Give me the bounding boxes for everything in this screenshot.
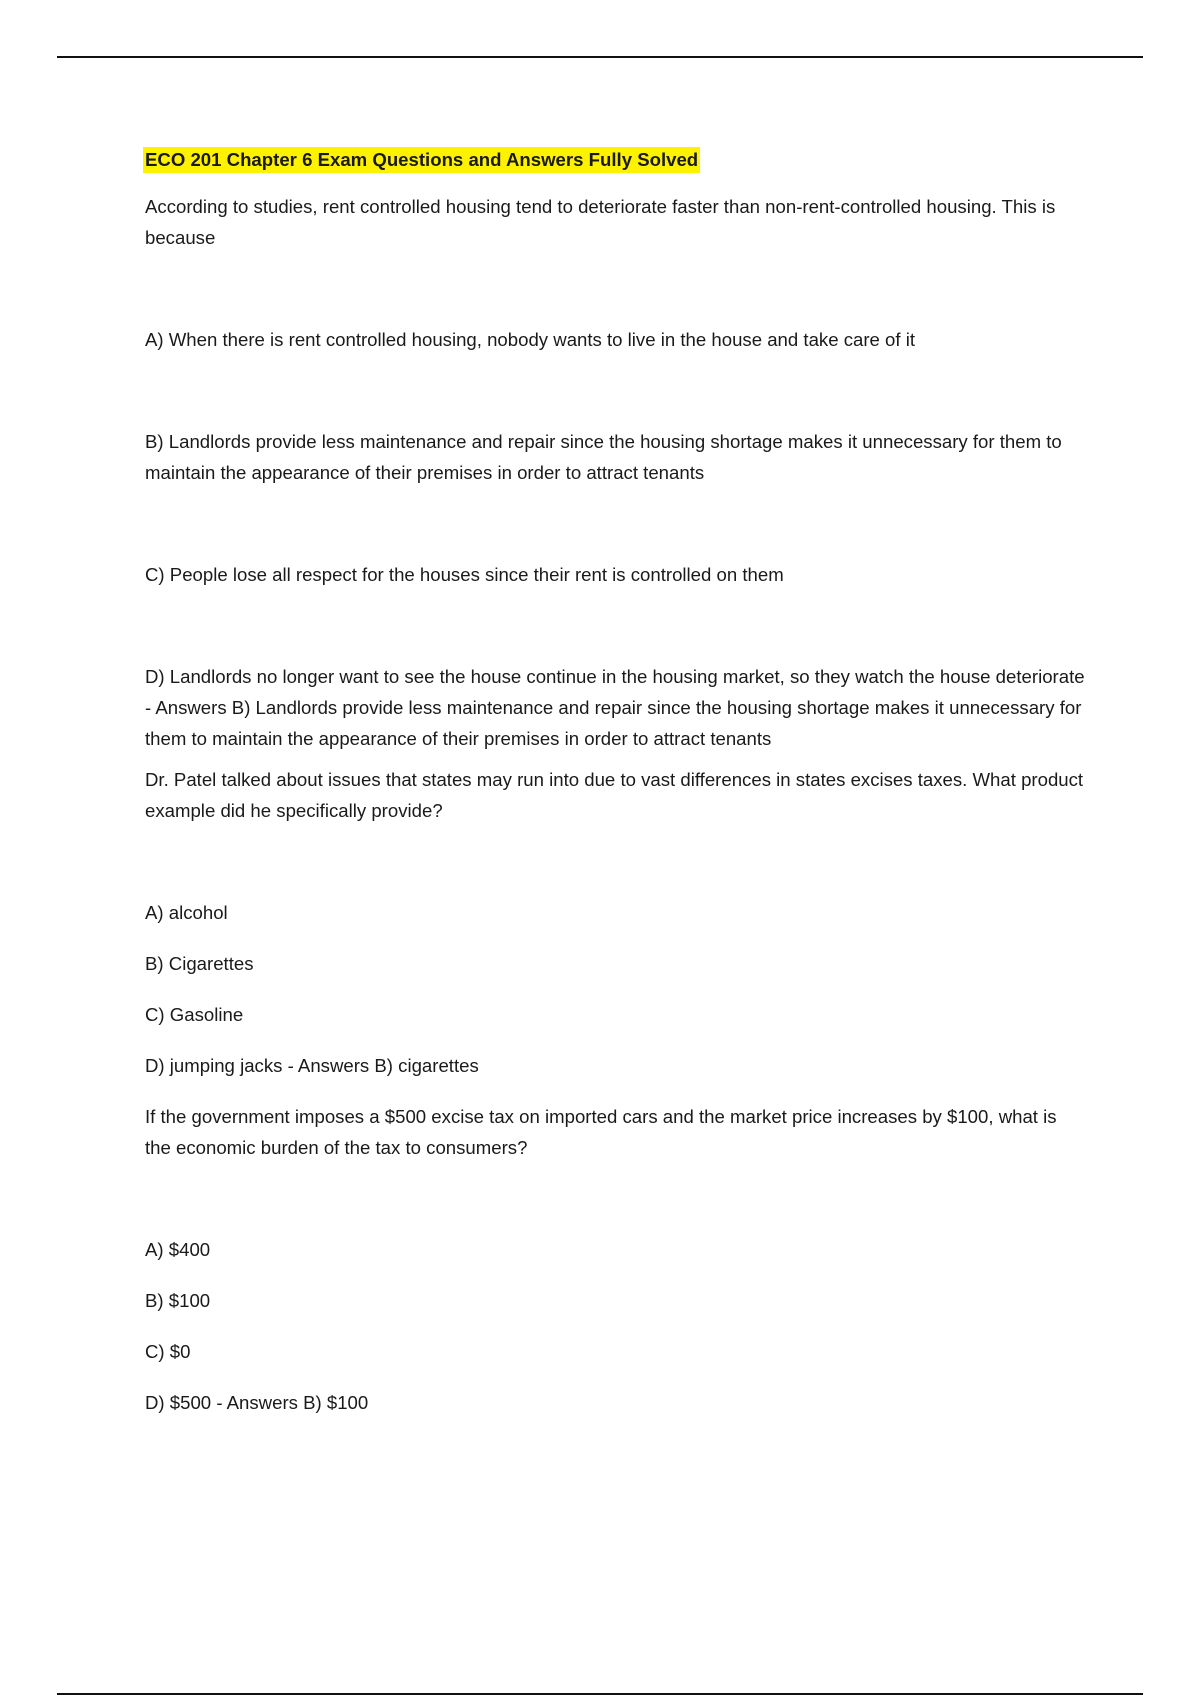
answer-option-with-answer: D) jumping jacks - Answers B) cigarettes: [145, 1055, 479, 1076]
footer-rule: [57, 1693, 1143, 1695]
answer-option-with-answer: D) $500 - Answers B) $100: [145, 1392, 369, 1413]
document-title: ECO 201 Chapter 6 Exam Questions and Answers Fully Solved: [143, 147, 700, 173]
answer-option: C) $0: [145, 1341, 191, 1362]
question-prompt: If the government imposes a $500 excise tax on imported cars and the market price increases by $100, what is the economic burden of the tax to consumers?: [145, 1106, 1057, 1158]
question-prompt: According to studies, rent controlled housing tend to deteriorate faster than non-rent-controlled housing. This is because: [145, 196, 1056, 248]
question-prompt: Dr. Patel talked about issues that states may run into due to vast differences in states excises taxes. What product example did he specifically provide?: [145, 769, 1084, 821]
answer-option: B) Landlords provide less maintenance and repair since the housing shortage makes it unnecessary for them to maintain the appearance of their premises in order to attract tenants: [145, 431, 1062, 483]
answer-option: B) Cigarettes: [145, 953, 254, 974]
answer-option: B) $100: [145, 1290, 211, 1311]
answer-option: A) alcohol: [145, 902, 228, 923]
document-body: [145, 144, 1085, 1438]
header-rule: [57, 56, 1143, 58]
title-block: [145, 144, 1085, 175]
answer-option: A) $400: [145, 1239, 211, 1260]
answer-option: C) Gasoline: [145, 1004, 244, 1025]
answer-option: C) People lose all respect for the houses since their rent is controlled on them: [145, 564, 784, 585]
answer-option: A) When there is rent controlled housing, nobody wants to live in the house and take care of it: [145, 329, 916, 350]
answer-option-with-answer: D) Landlords no longer want to see the house continue in the housing market, so they watch the house deteriorate - Answers B) Landlords provide less maintenance and repair since the housing shortage makes it unnecessary for them to maintain the appearance of their premises in order to attract tenants: [145, 666, 1085, 749]
